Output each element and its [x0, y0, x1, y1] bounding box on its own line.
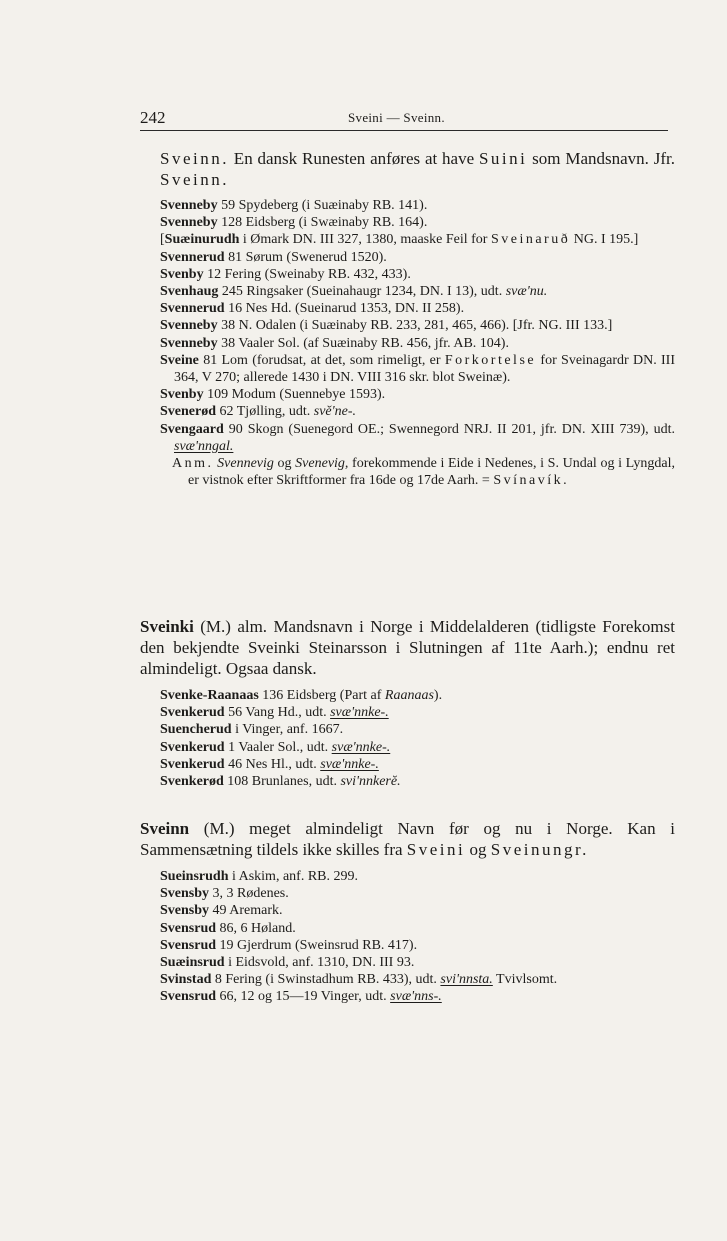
list-item: Svenby 109 Modum (Suennebye 1593).: [160, 387, 386, 403]
entry-list: [140, 197, 675, 489]
list-item: Svensrud 86, 6 Høland.: [160, 920, 296, 936]
list-item: [Suæinurudh i Ømark DN. III 327, 1380, maaske Feil for Sveinaruð NG. I 195.]: [160, 232, 639, 248]
section-sveinki: [140, 616, 675, 790]
list-item: Svensrud 19 Gjerdrum (Sweinsrud RB. 417).: [160, 937, 418, 953]
list-item: Sueinsrudh i Askim, anf. RB. 299.: [160, 869, 358, 884]
page-header: [140, 108, 668, 130]
annotation-note: Anm. Svennevig og Svenevig, forekommende i Eide i Nedenes, i S. Undal og i Lyngdal, er vistnok efter Skriftformer fra 16de og 17de Aarh. = Svínavík.: [172, 456, 675, 489]
list-item: Svennerud 81 Sørum (Swenerud 1520).: [160, 249, 387, 265]
entry-list: [140, 687, 675, 790]
list-item: Svensby 49 Aremark.: [160, 903, 283, 919]
list-item: Svenneby 59 Spydeberg (i Suæinaby RB. 141).: [160, 198, 428, 213]
section-sveinn: [140, 818, 675, 1006]
list-item: Suencherud i Vinger, anf. 1667.: [160, 722, 344, 738]
list-item: Svensby 3, 3 Rødenes.: [160, 886, 289, 902]
list-item: Svenneby 38 N. Odalen (i Suæinaby RB. 233, 281, 465, 466). [Jfr. NG. III 133.]: [160, 318, 613, 334]
running-title: Sveini — Sveinn.: [348, 110, 445, 125]
list-item: Svenkerud 46 Nes Hl., udt. svæ'nnke-.: [160, 756, 379, 772]
list-item: Svenkerød 108 Brunlanes, udt. svi'nnkerĕ.: [160, 774, 401, 790]
list-item: Sveine 81 Lom (forudsat, at det, som rimeligt, er Forkortelse for Sveinagardr DN. III 364, V 270; allerede 1430 i DN. VIII 316 skr. blot Sweinæ).: [160, 352, 675, 386]
lead-paragraph: Sveinki (M.) alm. Mandsnavn i Norge i Middelalderen (tidligste Forekomst den bekjendte Sveinki Steinarsson i Slutningen af 11te Aarh.); endnu ret almindeligt. Ogsaa dansk.: [140, 617, 675, 678]
list-item: Svengaard 90 Skogn (Suenegord OE.; Swennegord NRJ. II 201, jfr. DN. XIII 739), udt. svæ'nngal.: [160, 421, 675, 454]
list-item: Svenby 12 Fering (Sweinaby RB. 432, 433).: [160, 266, 411, 282]
list-item: Svinstad 8 Fering (i Swinstadhum RB. 433), udt. svi'nnsta. Tvivlsomt.: [160, 972, 558, 988]
list-item: Svenkerud 1 Vaaler Sol., udt. svæ'nnke-.: [160, 739, 391, 755]
list-item: Svenke-Raanaas 136 Eidsberg (Part af Raanaas).: [160, 688, 443, 703]
lead-paragraph: Sveinn (M.) meget almindeligt Navn før og nu i Norge. Kan i Sammensætning tildels ikke skilles fra Sveini og Sveinungr.: [140, 819, 675, 859]
section-sveini: [140, 148, 675, 489]
page-number: 242: [140, 108, 166, 127]
list-item: Svensrud 66, 12 og 15—19 Vinger, udt. svæ'nns-.: [160, 989, 442, 1005]
list-item: Svenkerud 56 Vang Hd., udt. svæ'nnke-.: [160, 705, 389, 721]
list-item: Suæinsrud i Eidsvold, anf. 1310, DN. III 93.: [160, 955, 415, 971]
header-rule: [140, 130, 668, 131]
lead-paragraph: Sveinn. En dansk Runesten anføres at have Suini som Mandsnavn. Jfr. Sveinn.: [160, 149, 675, 189]
list-item: Svenhaug 245 Ringsaker (Sueinahaugr 1234, DN. I 13), udt. svæ'nu.: [160, 284, 548, 300]
list-item: Svennerud 16 Nes Hd. (Sueinarud 1353, DN. II 258).: [160, 301, 465, 317]
entry-list: [140, 868, 675, 1006]
list-item: Svenerød 62 Tjølling, udt. svĕ'ne-.: [160, 404, 356, 420]
list-item: Svenneby 128 Eidsberg (i Swæinaby RB. 164).: [160, 215, 428, 231]
list-item: Svenneby 38 Vaaler Sol. (af Suæinaby RB. 456, jfr. AB. 104).: [160, 335, 509, 351]
